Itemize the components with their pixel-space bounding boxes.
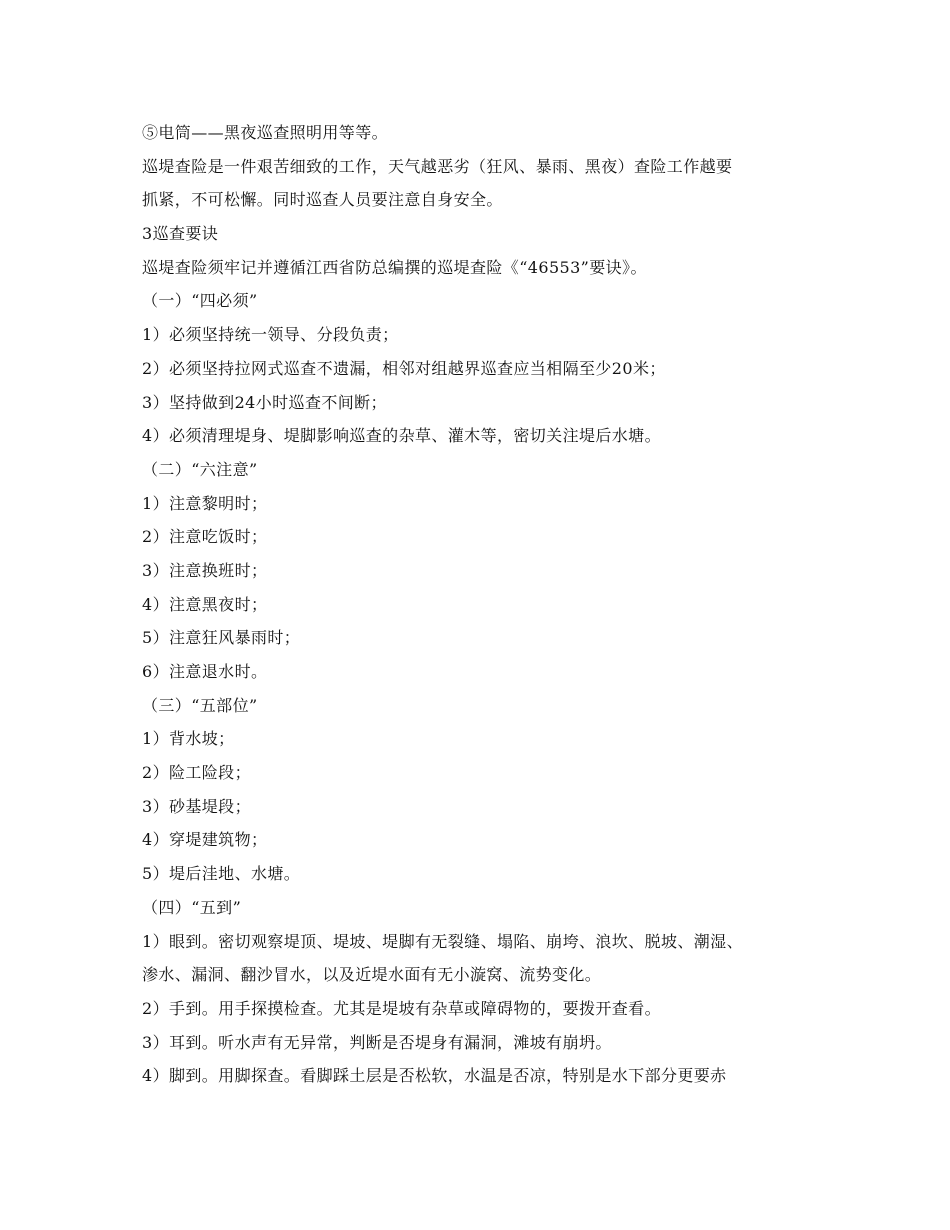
list-item: 2）险工险段； — [142, 763, 251, 783]
list-item: 1）必须坚持统一领导、分段负责； — [142, 325, 399, 345]
text-line: 抓紧，不可松懈。同时巡查人员要注意自身安全。 — [142, 190, 503, 210]
list-item: 5）堤后洼地、水塘。 — [142, 864, 301, 884]
list-item: 4）脚到。用脚探查。看脚踩土层是否松软，水温是否凉，特别是水下部分更要赤 — [142, 1066, 727, 1086]
text-line: 巡堤查险须牢记并遵循江西省防总编撰的巡堤查险《“46553”要诀》。 — [142, 257, 647, 277]
subsection-heading: （一）“四必须” — [142, 291, 258, 311]
list-item: 5）注意狂风暴雨时； — [142, 628, 301, 648]
list-item: 2）手到。用手探摸检查。尤其是堤坡有杂草或障碍物的，要拨开查看。 — [142, 998, 661, 1018]
list-item: 1）注意黎明时； — [142, 493, 268, 513]
text-line: 渗水、漏洞、翻沙冒水，以及近堤水面有无小漩窝、流势变化。 — [142, 965, 602, 985]
list-item: 4）必须清理堤身、堤脚影响巡查的杂草、灌木等，密切关注堤后水塘。 — [142, 426, 661, 446]
text-line: ⑤电筒——黑夜巡查照明用等等。 — [142, 123, 389, 142]
subsection-heading: （二）“六注意” — [142, 459, 258, 479]
text-line: 巡堤查险是一件艰苦细致的工作，天气越恶劣（狂风、暴雨、黑夜）查险工作越要 — [142, 156, 733, 176]
list-item: 3）耳到。听水声有无异常，判断是否堤身有漏洞，滩坡有崩坍。 — [142, 1032, 612, 1052]
list-item: 6）注意退水时。 — [142, 662, 268, 681]
list-item: 2）注意吃饭时； — [142, 527, 268, 547]
subsection-heading: （四）“五到” — [142, 897, 242, 917]
list-item: 1）眼到。密切观察堤顶、堤坡、堤脚有无裂缝、塌陷、崩垮、浪坎、脱坡、潮湿、 — [142, 931, 743, 951]
list-item: 1）背水坡； — [142, 729, 235, 749]
list-item: 3）砂基堤段； — [142, 796, 251, 816]
list-item: 3）坚持做到24小时巡查不间断； — [142, 392, 387, 412]
list-item: 2）必须坚持拉网式巡查不遗漏，相邻对组越界巡查应当相隔至少20米； — [142, 358, 666, 378]
list-item: 4）穿堤建筑物； — [142, 830, 268, 850]
list-item: 3）注意换班时； — [142, 560, 268, 580]
subsection-heading: （三）“五部位” — [142, 695, 258, 715]
section-heading: 3巡查要诀 — [142, 224, 219, 244]
document-body — [142, 116, 832, 1093]
list-item: 4）注意黑夜时； — [142, 594, 268, 614]
